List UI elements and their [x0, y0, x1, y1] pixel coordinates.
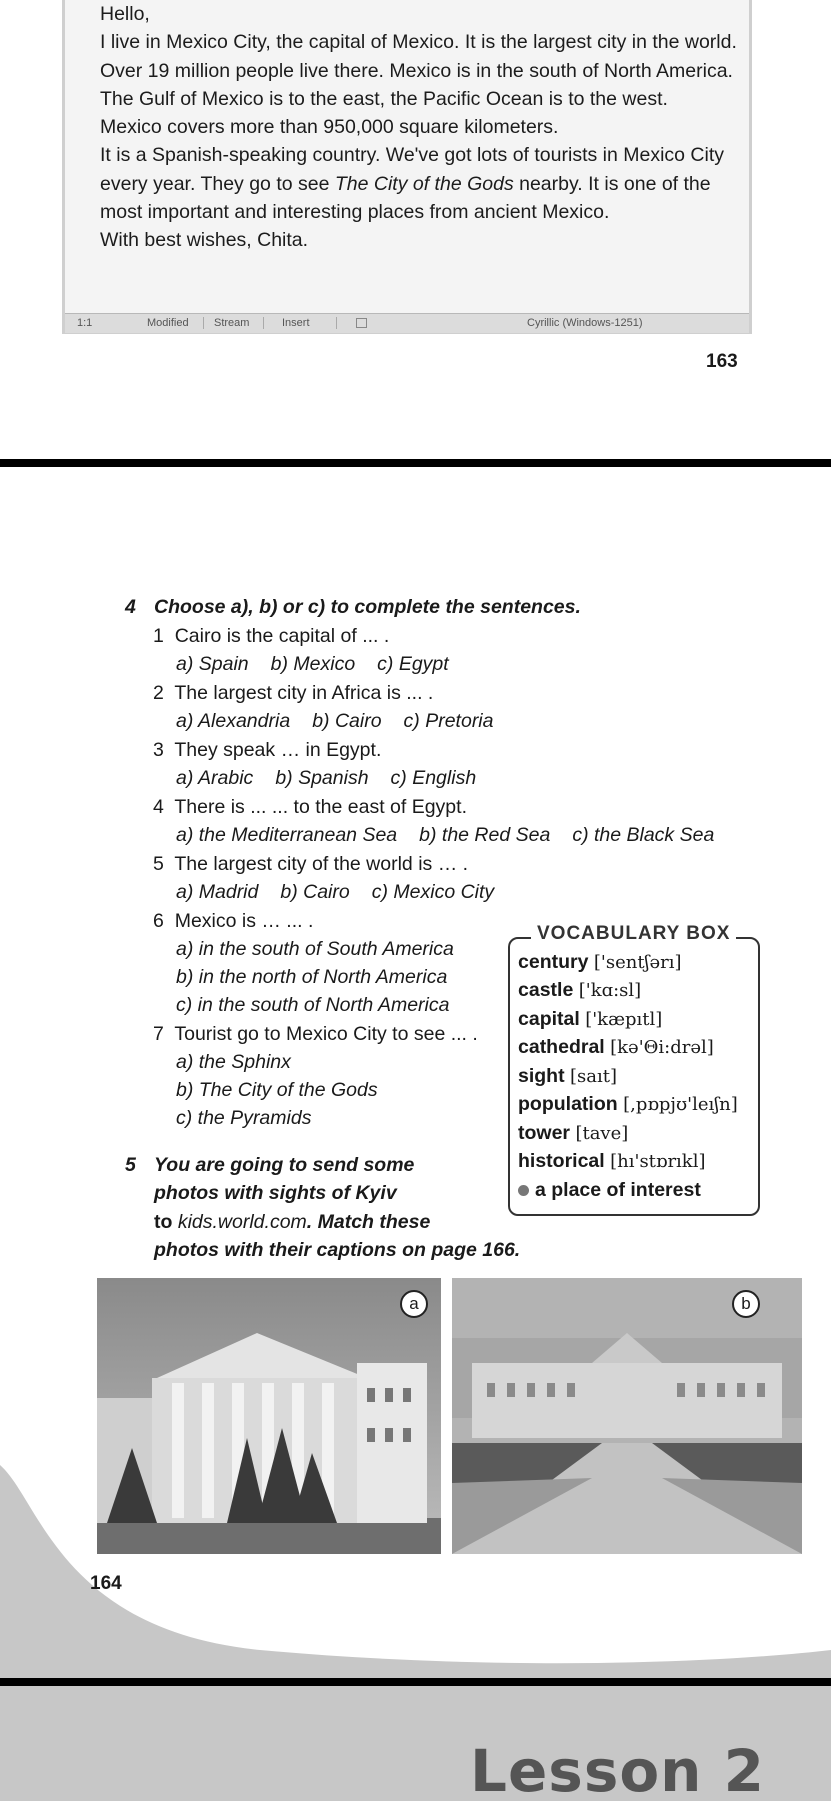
question-7-option-c: c) the Pyramids: [176, 1107, 312, 1129]
question-4-options: [176, 824, 714, 847]
question-6-option-c: c) in the south of North America: [176, 994, 450, 1016]
letter-paragraph-1: I live in Mexico City, the capital of Mexico. It is the largest city in the world. Over 19 million people live there. Mexico is in the south of North America. The Gulf of Mexico is to the east, the Pacific Ocean is to the west.: [100, 31, 737, 110]
option: b) the Red Sea: [419, 824, 551, 846]
vocab-note-text: a place of interest: [535, 1179, 701, 1201]
editor-status-bar: [65, 313, 749, 333]
question-3-options: [176, 767, 498, 790]
question-7-option-a: a) the Sphinx: [176, 1051, 291, 1073]
status-modified[interactable]: Modified: [147, 317, 204, 329]
lesson-title: Lesson 2: [470, 1737, 766, 1805]
question-text: There is ... ... to the east of Egypt.: [174, 796, 467, 818]
vocab-entry: [518, 1122, 628, 1145]
question-number: 5: [153, 853, 164, 875]
question-5: [153, 853, 468, 876]
question-2-options: [176, 710, 516, 733]
question-7-option-b: b) The City of the Gods: [176, 1079, 378, 1101]
option: a) Spain: [176, 653, 249, 675]
option: c) Pretoria: [403, 710, 494, 732]
question-6-option-b: b) in the north of North America: [176, 966, 448, 988]
question-number: 6: [153, 910, 164, 932]
option: b) Cairo: [312, 710, 382, 732]
vocab-phonetic: [hı'stɒrıkl]: [610, 1151, 706, 1172]
vocab-word: population: [518, 1093, 618, 1115]
question-1-options: [176, 653, 471, 676]
question-number: 2: [153, 682, 164, 704]
question-4: [153, 796, 467, 819]
page-number-top: 163: [706, 351, 738, 372]
letter-paragraph-3-end: nearby. It is one of the most important and interesting places from ancient Mexico.: [100, 172, 711, 224]
photo-a-museum[interactable]: [97, 1278, 441, 1554]
exercise-5-line-4: photos with their captions on page 166.: [154, 1239, 521, 1261]
question-1: [153, 625, 389, 648]
vocabulary-box-title: VOCABULARY BOX: [531, 923, 736, 945]
letter-paragraph-3: [100, 141, 740, 226]
vocab-entry: [518, 1065, 617, 1088]
letter-signoff: With best wishes, Chita.: [100, 229, 309, 252]
vocab-word: historical: [518, 1150, 605, 1172]
option: c) the Black Sea: [572, 824, 715, 846]
option: b) Mexico: [270, 653, 356, 675]
question-number: 7: [153, 1023, 164, 1045]
option: a) the Mediterranean Sea: [176, 824, 398, 846]
vocab-word: capital: [518, 1008, 580, 1030]
question-number: 4: [153, 796, 164, 818]
option: b) Cairo: [280, 881, 350, 903]
question-text: Cairo is the capital of ... .: [174, 625, 390, 647]
exercise-5-line-3: [154, 1211, 430, 1234]
status-insert[interactable]: Insert: [282, 317, 337, 329]
vocab-word: tower: [518, 1122, 571, 1144]
vocab-phonetic: ['kɑ:sl]: [578, 980, 642, 1001]
vocab-note: [518, 1179, 701, 1202]
exercise-5-website: kids.world.com: [177, 1211, 307, 1233]
letter-paragraph-3-start: It is a Spanish-speaking country. We've got lots of tourists in Mexico City every year. They go to see: [100, 144, 725, 195]
vocab-entry: [518, 951, 681, 974]
vocab-phonetic: ['kæpıtl]: [585, 1009, 663, 1030]
vocab-word: sight: [518, 1065, 565, 1087]
exercise-5-number: 5: [125, 1154, 136, 1176]
question-6: [153, 910, 313, 933]
photo-b-palace[interactable]: [452, 1278, 802, 1554]
vocab-entry: [518, 1036, 714, 1059]
editor-letter-text: [100, 0, 740, 255]
option: c) Egypt: [377, 653, 449, 675]
photo-a-label: a: [400, 1290, 428, 1318]
question-text: Tourist go to Mexico City to see ... .: [174, 1023, 478, 1045]
question-2: [153, 682, 433, 705]
exercise-5-line-2: photos with sights of Kyiv: [154, 1182, 397, 1204]
status-encoding[interactable]: Cyrillic (Windows-1251): [527, 317, 643, 329]
page-divider-top: [0, 459, 831, 467]
option: b) Spanish: [275, 767, 369, 789]
vocab-entry: [518, 1150, 706, 1173]
vocab-word: cathedral: [518, 1036, 605, 1058]
option: a) Alexandria: [176, 710, 291, 732]
vocab-entry: [518, 1008, 662, 1031]
letter-paragraph-2: Mexico covers more than 950,000 square kilometers.: [100, 116, 559, 139]
vocab-word: century: [518, 951, 589, 973]
status-position: 1:1: [77, 317, 93, 329]
question-6-option-a: a) in the south of South America: [176, 938, 454, 960]
question-number: 1: [153, 625, 164, 647]
letter-italic-title: The City of the Gods: [334, 172, 514, 195]
question-text: Mexico is … ... .: [174, 910, 314, 932]
option: c) English: [390, 767, 477, 789]
option: a) Arabic: [176, 767, 254, 789]
vocab-entry: [518, 1093, 738, 1116]
bullet-dot-icon: [518, 1185, 529, 1196]
question-number: 3: [153, 739, 164, 761]
page-number-bottom: 164: [90, 1573, 122, 1594]
vocab-phonetic: [,pɒpjʊ'leıʃn]: [623, 1094, 738, 1115]
question-7: [153, 1023, 478, 1046]
vocab-phonetic: ['sentʃərı]: [593, 952, 682, 973]
question-text: The largest city in Africa is ... .: [174, 682, 434, 704]
vocab-phonetic: [saıt]: [570, 1066, 618, 1087]
vocab-word: castle: [518, 979, 574, 1001]
letter-greeting: Hello,: [100, 3, 150, 25]
option: a) Madrid: [176, 881, 259, 903]
option: c) Mexico City: [371, 881, 495, 903]
photo-b-label: b: [732, 1290, 760, 1318]
vocab-entry: [518, 979, 641, 1002]
question-5-options: [176, 881, 516, 904]
question-3: [153, 739, 381, 762]
vocab-phonetic: [tave]: [575, 1123, 629, 1144]
status-keyboard-icon: [356, 318, 367, 328]
exercise-5-match: . Match these: [306, 1211, 431, 1233]
question-text: The largest city of the world is … .: [174, 853, 469, 875]
status-stream[interactable]: Stream: [214, 317, 264, 329]
exercise-5-to: to: [154, 1211, 178, 1233]
exercise-5-line-1: You are going to send some: [154, 1154, 415, 1176]
vocab-phonetic: [kə'Θi:drəl]: [610, 1037, 714, 1058]
exercise-4-number: 4: [125, 596, 136, 618]
exercise-4-heading: Choose a), b) or c) to complete the sentences.: [154, 596, 581, 618]
question-text: They speak … in Egypt.: [174, 739, 382, 761]
